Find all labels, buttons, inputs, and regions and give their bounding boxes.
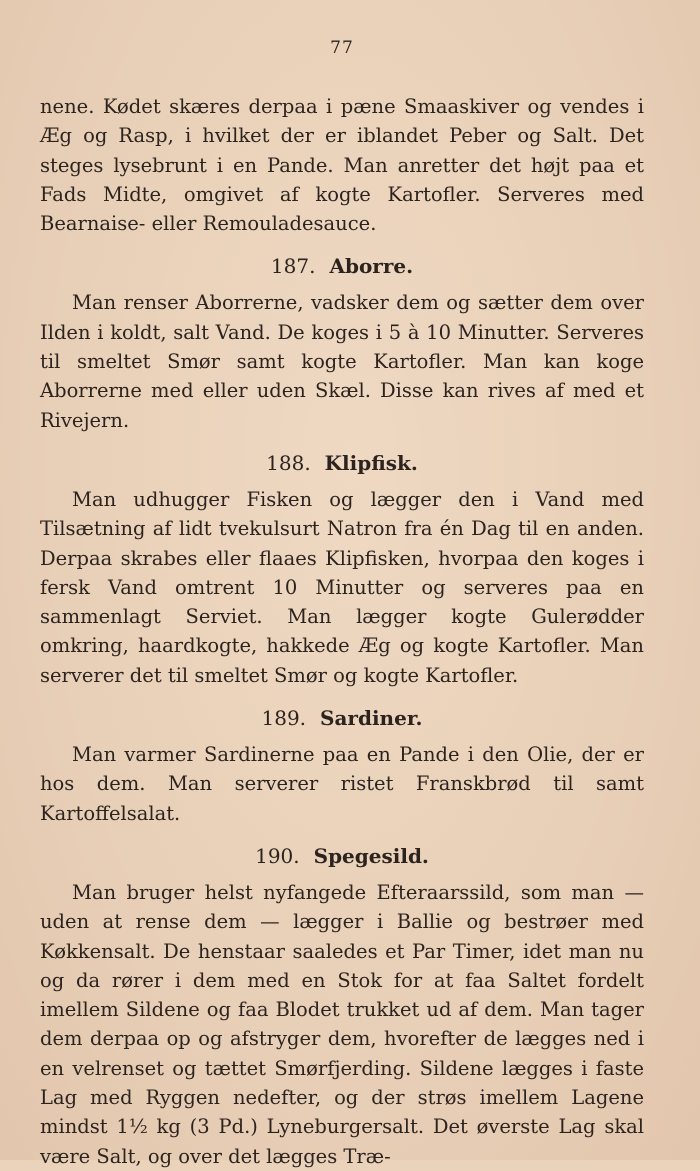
recipe-heading	[40, 449, 644, 477]
recipe-187	[40, 252, 644, 434]
recipe-text: Man udhugger Fisken og lægger den i Vand med Tilsætning af lidt tvekulsurt Natron fra én Dag til en anden. Derpaa skrabes eller flaaes Klipfisken, hvorpaa den koges i fersk Vand omtrent 10 Minutter og serveres paa en sammenlagt Serviet. Man lægger kogte Gulerødder omkring, haardkogte, hakkede Æg og kogte Kartofler. Man serverer det til smeltet Smør og kogte Kartofler.	[40, 487, 644, 687]
recipe-190	[40, 842, 644, 1171]
recipe-title: Sardiner.	[320, 706, 423, 731]
recipe-189	[40, 704, 644, 828]
recipe-title: Aborre.	[329, 254, 414, 279]
recipe-heading	[40, 704, 644, 732]
continuation-paragraph: nene. Kødet skæres derpaa i pæne Smaaskiver og vendes i Æg og Rasp, i hvilket der er iblandet Peber og Salt. Det steges lysebrunt i en Pande. Man anretter det højt paa et Fads Midte, omgivet af kogte Kartofler. Serveres med Bearnaise- eller Remouladesauce.	[40, 95, 644, 236]
recipe-number: 187.	[270, 254, 316, 279]
recipe-title: Klipfisk.	[324, 450, 418, 475]
recipe-number: 190.	[255, 843, 300, 868]
recipe-text: Man bruger helst nyfangede Efteraarssild, som man — uden at rense dem — lægger i Ballie og bestrøer med Køkkensalt. De henstaar saaledes et Par Timer, idet man nu og da rører i dem med en Stok for at faa Saltet fordelt imellem Sildene og faa Blodet trukket ud af dem. Man tager dem derpaa op og afstryger dem, hvorefter de lægges ned i en velrenset og tættet Smørfjerding. Sildene lægges i faste Lag med Ryggen nedefter, og der strøs imellem Lagene mindst 1½ kg (3 Pd.) Lyneburgersalt. Det øverste Lag skal være Salt, og over det lægges Træ-	[40, 880, 644, 1168]
recipe-heading	[40, 842, 644, 870]
page-number: 77	[330, 38, 354, 58]
recipe-188	[40, 449, 644, 690]
recipe-number: 189.	[261, 706, 307, 731]
recipe-text: Man varmer Sardinerne paa en Pande i den Olie, der er hos dem. Man serverer ristet Franskbrød til samt Kartoffelsalat.	[40, 743, 644, 825]
recipe-heading	[40, 252, 644, 280]
recipe-text: Man renser Aborrerne, vadsker dem og sætter dem over Ilden i koldt, salt Vand. De koges i 5 à 10 Minutter. Serveres til smeltet Smør samt kogte Kartofler. Man kan koge Aborrerne med eller uden Skæl. Disse kan rives af med et Rivejern.	[40, 291, 644, 432]
recipe-number: 188.	[266, 450, 311, 475]
recipe-title: Spegesild.	[313, 843, 429, 868]
